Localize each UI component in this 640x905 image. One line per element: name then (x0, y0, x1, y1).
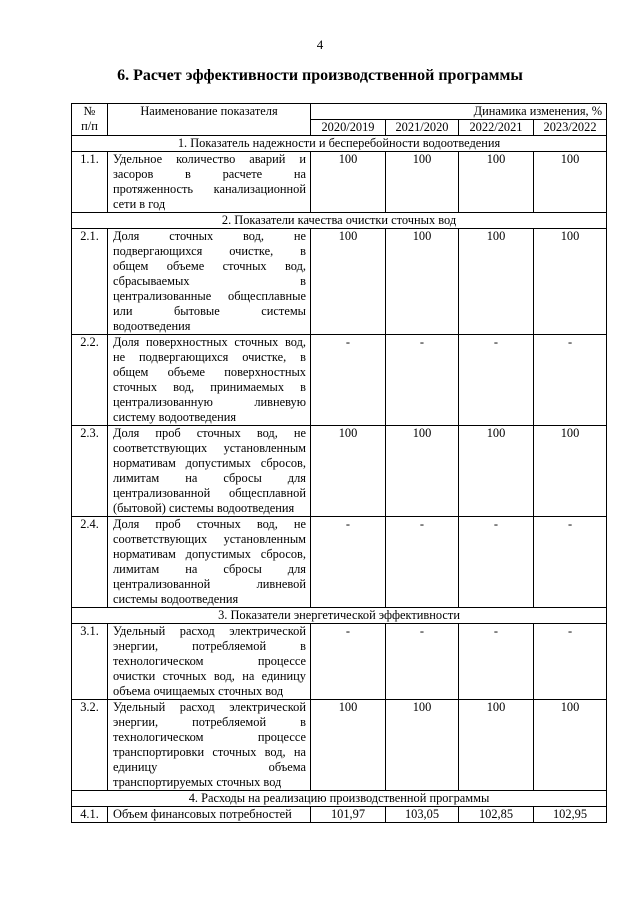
section-title: 3. Показатели энергетической эффективности (72, 608, 607, 624)
indicator-name-line: подвергающихся очистке, в (113, 244, 306, 258)
value-cell: 100 (386, 229, 459, 335)
row-number: 3.1. (72, 624, 108, 700)
indicator-name-line: протяженность канализационной (113, 182, 306, 196)
indicator-name-line: Объем финансовых потребностей (113, 807, 292, 821)
value-cell: - (534, 335, 607, 426)
indicator-name-line: централизованной общесплавной (113, 486, 306, 500)
indicator-name-line: Удельное количество аварий и (113, 152, 306, 166)
section-title: 1. Показатель надежности и бесперебойности водоотведения (72, 136, 607, 152)
indicator-name-line: нормативам допустимых сбросов, (113, 456, 306, 470)
section-row (72, 136, 607, 152)
indicator-name-line: объема очищаемых сточных вод (113, 684, 284, 698)
indicator-name-line: лимитам на сбросы для (113, 562, 306, 576)
header-dynamics-cell: Динамика изменения, % (311, 104, 607, 120)
efficiency-table (71, 103, 607, 823)
row-number: 2.1. (72, 229, 108, 335)
value-cell: - (459, 517, 534, 608)
section-row (72, 608, 607, 624)
indicator-name-line: энергии, потребляемой в (113, 639, 306, 653)
indicator-name-line: общем объеме поверхностных (113, 365, 306, 379)
indicator-name-line: систему водоотведения (113, 410, 237, 424)
indicator-name-line: Доля поверхностных сточных вод, (113, 335, 306, 349)
indicator-name (108, 229, 311, 335)
indicator-name-line: водоотведения (113, 319, 191, 333)
section-row (72, 213, 607, 229)
indicator-name-line: сбрасываемых в (113, 274, 306, 288)
value-cell: 100 (534, 152, 607, 213)
value-cell: 100 (386, 700, 459, 791)
value-cell: 100 (534, 229, 607, 335)
indicator-name-line: сети в год (113, 197, 166, 211)
indicator-name-line: общем объеме сточных вод, (113, 259, 306, 273)
header-num-top: № (83, 104, 96, 118)
indicator-name-line: транспортировки сточных вод, на (113, 745, 306, 759)
value-cell: 100 (534, 426, 607, 517)
indicator-name (108, 624, 311, 700)
value-cell: 100 (311, 426, 386, 517)
table-row (72, 335, 607, 426)
indicator-name-line: не подвергающихся очистке, в (113, 350, 306, 364)
row-number: 2.2. (72, 335, 108, 426)
section-title: 4. Расходы на реализацию производственной программы (72, 791, 607, 807)
indicator-name-line: нормативам допустимых сбросов, (113, 547, 306, 561)
value-cell: 100 (459, 700, 534, 791)
value-cell: 101,97 (311, 807, 386, 823)
value-cell: 100 (311, 229, 386, 335)
value-cell: - (534, 624, 607, 700)
header-num-bottom: п/п (81, 119, 98, 133)
indicator-name-line: технологическом процессе (113, 730, 306, 744)
indicator-name (108, 517, 311, 608)
header-name-cell: Наименование показателя (108, 104, 311, 136)
indicator-name-line: Доля сточных вод, не (113, 229, 306, 243)
value-cell: 100 (459, 426, 534, 517)
indicator-name (108, 426, 311, 517)
row-number: 3.2. (72, 700, 108, 791)
value-cell: - (311, 624, 386, 700)
indicator-name-line: соответствующих установленным (113, 441, 306, 455)
header-year-cell: 2023/2022 (534, 120, 607, 136)
indicator-name-line: или бытовые системы (113, 304, 306, 318)
table-row (72, 624, 607, 700)
value-cell: 100 (459, 229, 534, 335)
row-number: 4.1. (72, 807, 108, 823)
indicator-name (108, 807, 311, 823)
header-year-cell: 2022/2021 (459, 120, 534, 136)
indicator-name-line: энергии, потребляемой в (113, 715, 306, 729)
indicator-name-line: соответствующих установленным (113, 532, 306, 546)
indicator-name-line: Удельный расход электрической (113, 624, 306, 638)
table-row (72, 152, 607, 213)
indicator-name (108, 700, 311, 791)
value-cell: - (386, 517, 459, 608)
header-num-cell (72, 104, 108, 136)
indicator-name-line: централизованные общесплавные (113, 289, 306, 303)
page-number: 4 (316, 37, 324, 52)
value-cell: 100 (386, 426, 459, 517)
row-number: 1.1. (72, 152, 108, 213)
indicator-name-line: сточных вод, принимаемых в (113, 380, 306, 394)
table-row (72, 807, 607, 823)
indicator-name-line: (бытовой) системы водоотведения (113, 501, 295, 515)
indicator-name-line: технологическом процессе (113, 654, 306, 668)
section-row (72, 791, 607, 807)
value-cell: - (534, 517, 607, 608)
value-cell: - (459, 624, 534, 700)
indicator-name (108, 152, 311, 213)
value-cell: 100 (386, 152, 459, 213)
row-number: 2.3. (72, 426, 108, 517)
table-row (72, 700, 607, 791)
indicator-name-line: Удельный расход электрической (113, 700, 306, 714)
indicator-name-line: лимитам на сбросы для (113, 471, 306, 485)
value-cell: 100 (311, 152, 386, 213)
page-title: 6. Расчет эффективности производственной программы (117, 67, 523, 84)
value-cell: 100 (459, 152, 534, 213)
row-number: 2.4. (72, 517, 108, 608)
value-cell: - (386, 624, 459, 700)
indicator-name-line: засоров в расчете на (113, 167, 306, 181)
indicator-name-line: централизованную ливневую (113, 395, 306, 409)
indicator-name-line: Доля проб сточных вод, не (113, 426, 306, 440)
indicator-name-line: системы водоотведения (113, 592, 239, 606)
header-year-cell: 2020/2019 (311, 120, 386, 136)
indicator-name-line: Доля проб сточных вод, не (113, 517, 306, 531)
value-cell: 100 (534, 700, 607, 791)
table-row (72, 426, 607, 517)
value-cell: - (459, 335, 534, 426)
header-year-cell: 2021/2020 (386, 120, 459, 136)
value-cell: 100 (311, 700, 386, 791)
indicator-name (108, 335, 311, 426)
value-cell: 103,05 (386, 807, 459, 823)
value-cell: 102,85 (459, 807, 534, 823)
value-cell: 102,95 (534, 807, 607, 823)
section-title: 2. Показатели качества очистки сточных вод (72, 213, 607, 229)
value-cell: - (311, 517, 386, 608)
table-row (72, 229, 607, 335)
table-row (72, 517, 607, 608)
indicator-name-line: единицу объема (113, 760, 306, 774)
indicator-name-line: транспортируемых сточных вод (113, 775, 282, 789)
value-cell: - (311, 335, 386, 426)
value-cell: - (386, 335, 459, 426)
header-row-top (72, 104, 607, 120)
indicator-name-line: централизованной ливневой (113, 577, 306, 591)
indicator-name-line: очистки сточных вод, на единицу (113, 669, 306, 683)
